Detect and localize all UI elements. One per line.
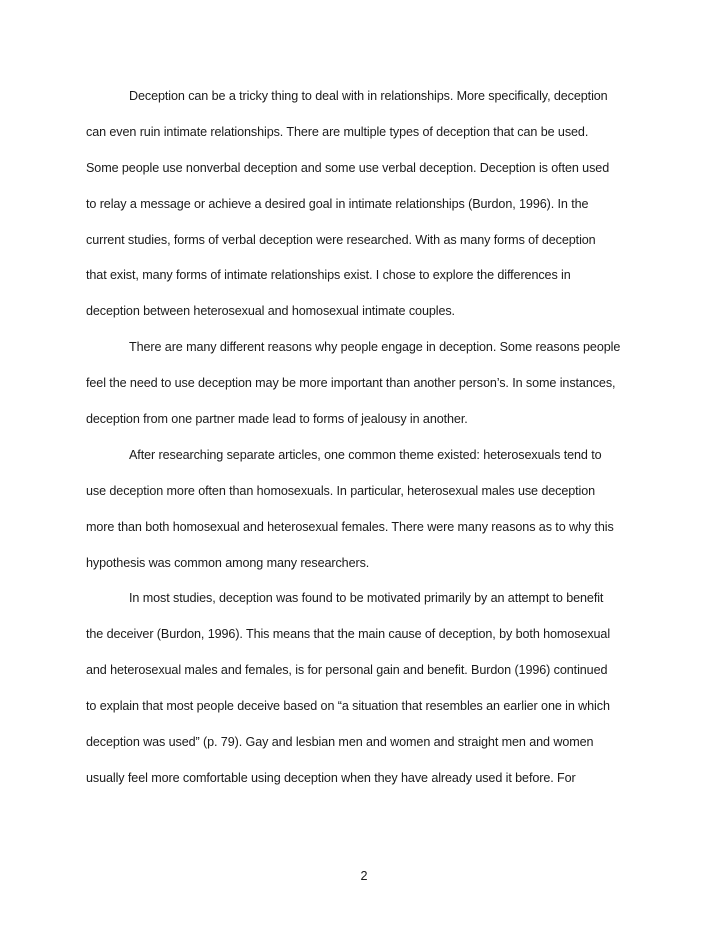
paragraph-4 [86,588,648,803]
text-line: deception between heterosexual and homosexual intimate couples. [86,304,455,319]
text-line: There are many different reasons why people engage in deception. Some reasons people [129,340,621,355]
text-line: use deception more often than homosexuals. In particular, heterosexual males use deception [86,483,596,498]
paragraph-3 [86,445,648,589]
body-text [86,86,648,804]
text-line: Deception can be a tricky thing to deal with in relationships. More specifically, deception [129,89,608,103]
text-line: usually feel more comfortable using deception when they have already used it before. For [86,770,576,785]
text-line: In most studies, deception was found to be motivated primarily by an attempt to benefit [129,591,604,606]
text-line: and heterosexual males and females, is for personal gain and benefit. Burdon (1996) continued [86,663,608,678]
text-line: current studies, forms of verbal deception were researched. With as many forms of deception [86,232,596,247]
text-line: After researching separate articles, one common theme existed: heterosexuals tend to [129,447,602,462]
text-line: more than both homosexual and heterosexual females. There were many reasons as to why this [86,519,614,534]
page-number: 2 [360,869,368,883]
text-line: Some people use nonverbal deception and some use verbal deception. Deception is often used [86,160,610,175]
text-line: deception was used” (p. 79). Gay and lesbian men and women and straight men and women [86,735,594,750]
paragraph-1 [86,86,648,337]
text-line: feel the need to use deception may be more important than another person’s. In some instances, [86,376,616,391]
text-line: can even ruin intimate relationships. There are multiple types of deception that can be used. [86,124,589,139]
text-line: the deceiver (Burdon, 1996). This means that the main cause of deception, by both homosexual [86,627,611,642]
text-line: to relay a message or achieve a desired goal in intimate relationships (Burdon, 1996). In the [86,196,589,211]
text-line: to explain that most people deceive based on “a situation that resembles an earlier one in which [86,699,610,714]
text-line: hypothesis was common among many researchers. [86,555,370,570]
text-line: deception from one partner made lead to forms of jealousy in another. [86,412,468,427]
text-line: that exist, many forms of intimate relationships exist. I chose to explore the differences in [86,268,571,283]
paragraph-2 [86,337,648,445]
